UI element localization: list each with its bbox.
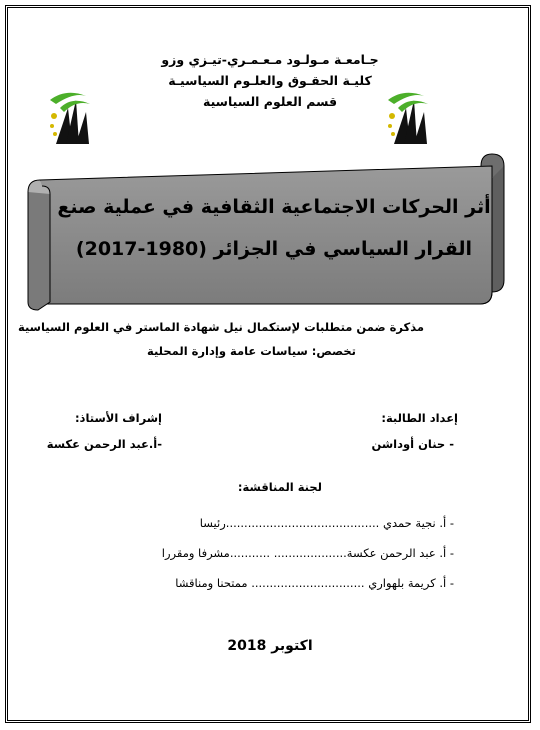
student-label: إعداد الطالبة: — [381, 411, 458, 425]
submission-date: اكتوبر 2018 — [227, 638, 313, 654]
university-logo-icon — [46, 86, 98, 148]
thesis-title-line-1: أثر الحركات الاجتماعية الثقافية في عملية صنع — [57, 196, 491, 218]
committee-member: - أ. عبد الرحمن عكسة.................... ...........مشرفا ومقررا — [161, 546, 454, 560]
university-name: جـامعـة مـولـود مـعـمـري-تيـزي وزو — [161, 52, 379, 67]
university-logo-icon — [384, 86, 436, 148]
faculty-name: كليـة الحقـوق والعلـوم السياسيـة — [168, 73, 372, 88]
committee-member: - أ. كريمة بلهواري ............................... ممتحنا ومناقشا — [175, 576, 454, 590]
supervisor-name: -أ.عبد الرحمن عكسة — [46, 437, 162, 451]
committee-label: لجنة المناقشة: — [237, 480, 322, 494]
committee-member: - أ. نجية حمدي ..........................................رئيسا — [199, 516, 454, 530]
memo-specialization: تخصص: سياسات عامة وإدارة المحلية — [147, 344, 356, 358]
title-scroll-banner — [26, 152, 516, 312]
thesis-title-line-2: القرار السياسي في الجزائر (1980-2017) — [75, 238, 473, 260]
supervisor-label: إشراف الأستاذ: — [74, 411, 162, 425]
student-name: - حنان أوداشن — [371, 437, 454, 451]
department-name: قسم العلوم السياسية — [202, 94, 337, 109]
memo-purpose: مذكرة ضمن متطلبات لإستكمال نيل شهادة الماستر في العلوم السياسية — [18, 320, 424, 334]
